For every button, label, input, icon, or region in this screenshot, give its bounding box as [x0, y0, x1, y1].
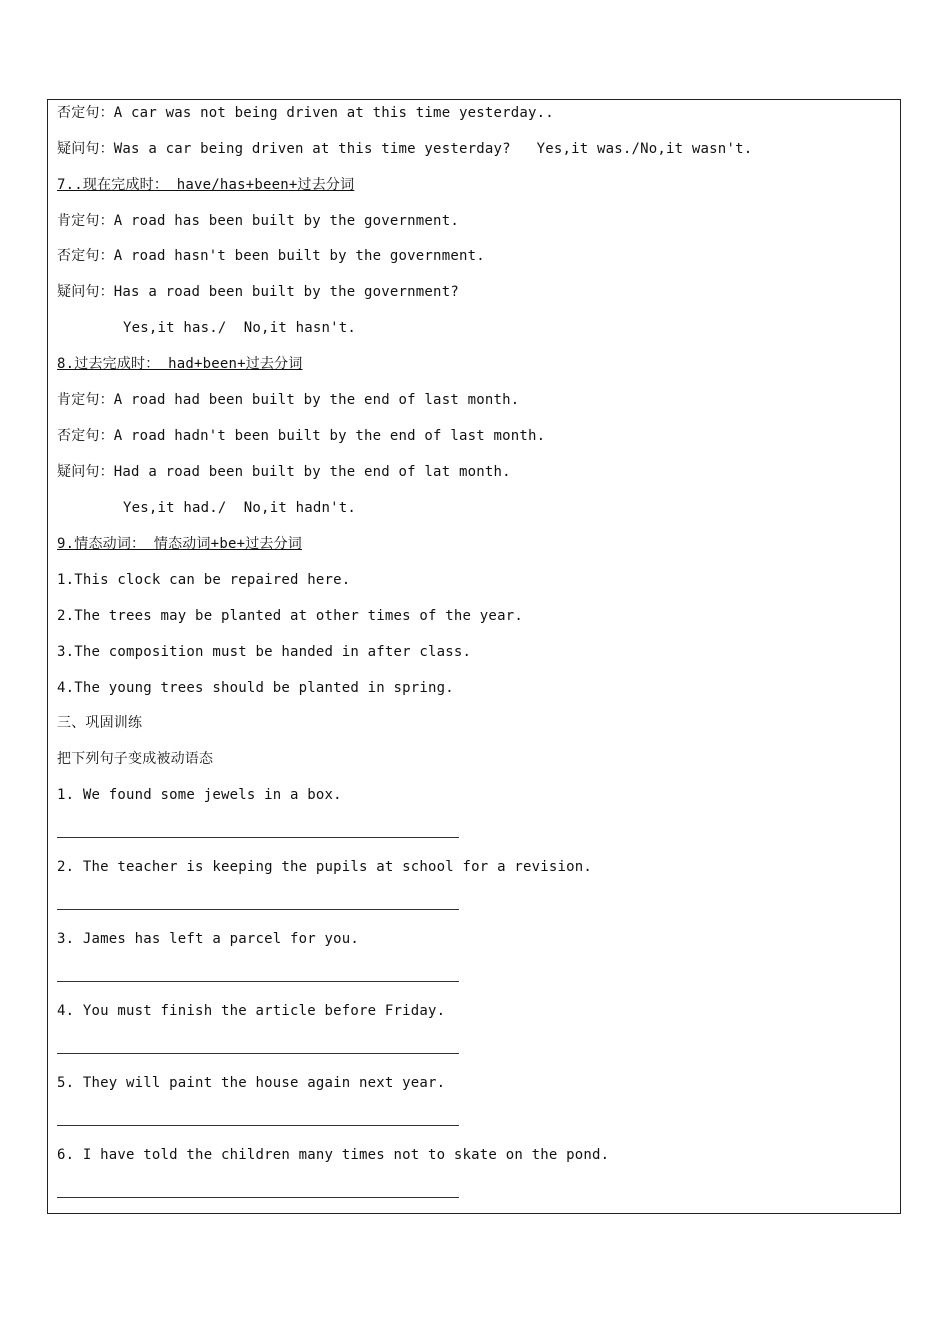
modal-example-2: 2.The trees may be planted at other times of the year.: [57, 608, 523, 624]
answer-blank[interactable]: [57, 837, 459, 838]
exercise-item: 3. James has left a parcel for you.: [57, 931, 360, 947]
negative-sentence-present-perfect: 否定句：A road hasn't been built by the government.: [57, 248, 485, 264]
question-sentence-past-perfect: 疑问句：Had a road been built by the end of lat month.: [57, 464, 511, 480]
answer-blank[interactable]: [57, 1053, 459, 1054]
section-heading-present-perfect: 7..现在完成时： have/has+been+过去分词: [57, 177, 355, 193]
negative-sentence-past-perfect: 否定句：A road hadn't been built by the end of last month.: [57, 428, 546, 444]
section-heading-practice: 三、巩固训练: [57, 715, 143, 731]
affirmative-sentence-present-perfect: 肯定句：A road has been built by the government.: [57, 213, 459, 229]
answer-past-perfect: Yes,it had./ No,it hadn't.: [123, 500, 356, 516]
answer-present-perfect: Yes,it has./ No,it hasn't.: [123, 320, 356, 336]
answer-blank[interactable]: [57, 1125, 459, 1126]
exercise-item: 6. I have told the children many times not to skate on the pond.: [57, 1147, 610, 1163]
exercise-item: 5. They will paint the house again next year.: [57, 1075, 446, 1091]
negative-sentence-past-progressive: 否定句：A car was not being driven at this time yesterday..: [57, 105, 554, 121]
section-heading-modal-verbs: 9.情态动词： 情态动词+be+过去分词: [57, 536, 303, 552]
exercise-item: 2. The teacher is keeping the pupils at school for a revision.: [57, 859, 592, 875]
question-sentence-past-progressive: 疑问句：Was a car being driven at this time yesterday? Yes,it was./No,it wasn't.: [57, 141, 753, 157]
modal-example-1: 1.This clock can be repaired here.: [57, 572, 351, 588]
modal-example-4: 4.The young trees should be planted in spring.: [57, 680, 454, 696]
affirmative-sentence-past-perfect: 肯定句：A road had been built by the end of last month.: [57, 392, 520, 408]
modal-example-3: 3.The composition must be handed in after class.: [57, 644, 472, 660]
question-sentence-present-perfect: 疑问句：Has a road been built by the government?: [57, 284, 459, 300]
exercise-item: 4. You must finish the article before Friday.: [57, 1003, 446, 1019]
practice-instruction: 把下列句子变成被动语态: [57, 751, 214, 767]
answer-blank[interactable]: [57, 909, 459, 910]
answer-blank[interactable]: [57, 1197, 459, 1198]
section-heading-past-perfect: 8.过去完成时： had+been+过去分词: [57, 356, 303, 372]
exercise-item: 1. We found some jewels in a box.: [57, 787, 342, 803]
answer-blank[interactable]: [57, 981, 459, 982]
